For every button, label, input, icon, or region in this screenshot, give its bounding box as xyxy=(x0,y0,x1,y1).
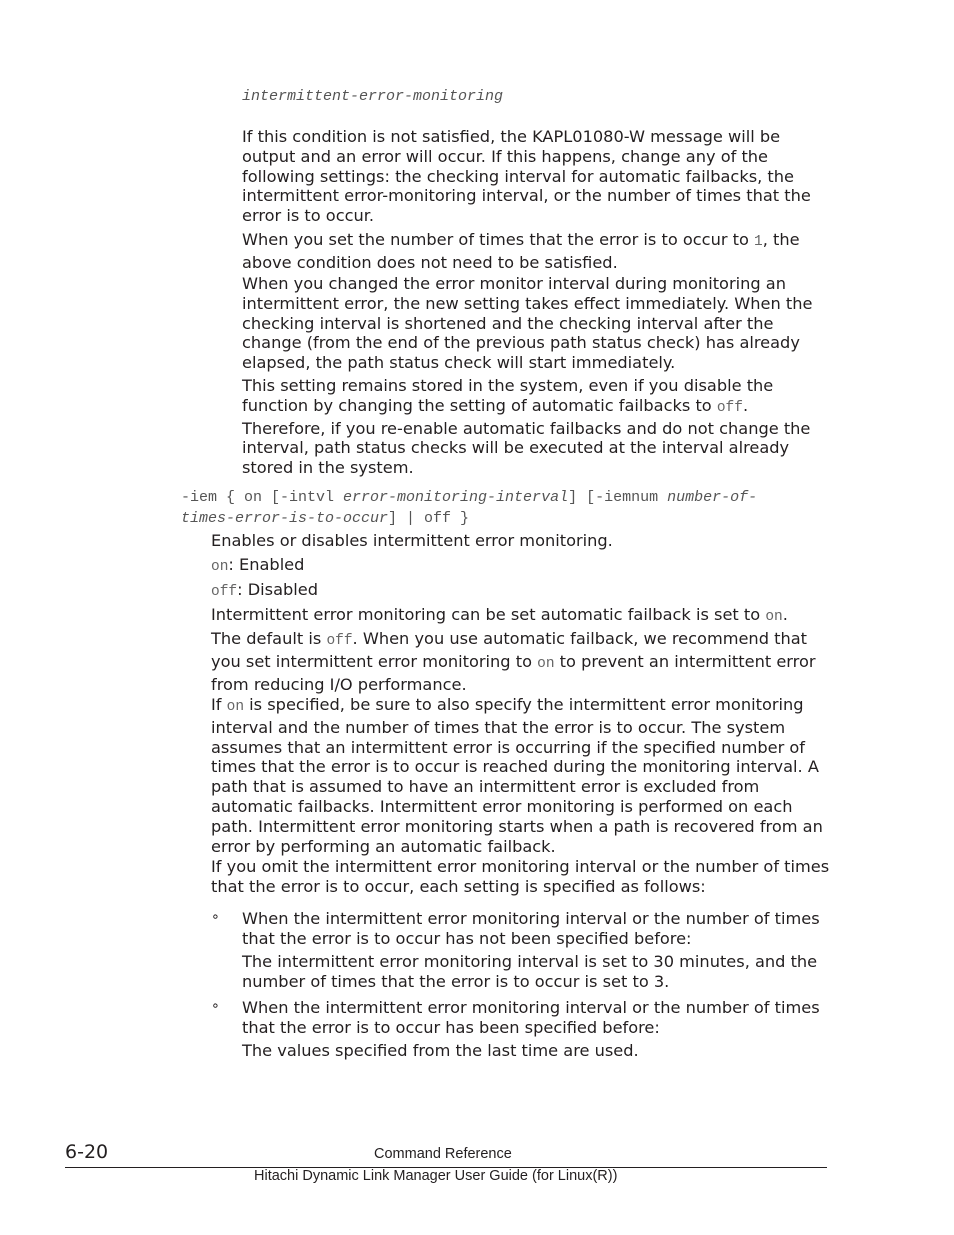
paragraph-if-on xyxy=(211,695,831,856)
footer-document-title: Hitachi Dynamic Link Manager User Guide (for Linux(R)) xyxy=(254,1168,618,1184)
text: : Disabled xyxy=(237,580,319,599)
text: : Enabled xyxy=(228,555,305,574)
paragraph-omit: If you omit the intermittent error monitoring interval or the number of times that the error is to occur, each setting is specified as follows: xyxy=(211,857,830,896)
text: is specified, be sure to also specify the intermittent error monitoring interval and the number of times that the error is to occur. The system assumes that an intermittent error is occurring if the specified number of times that the error is to occur is reached during the monitoring interval. A path that is assumed to have an intermittent error is excluded from automatic failbacks. Intermittent error monitoring is performed on each path. Intermittent error monitoring starts when a path is recovered from an error by performing an automatic failback. xyxy=(211,695,823,856)
command-syntax xyxy=(181,487,821,529)
text: , the above condition does not need to be satisfied. xyxy=(242,230,800,272)
paragraph-interval-changed: When you changed the error monitor interval during monitoring an intermittent error, the new setting takes effect immediately. When the checking interval is shortened and the checking interval after the change (from the end of the previous path status check) has already elapsed, the path status check will start immediately. xyxy=(242,274,813,373)
paragraph-enables: Enables or disables intermittent error monitoring. xyxy=(211,531,613,550)
text: The default is xyxy=(211,629,327,648)
on-definition xyxy=(211,555,831,578)
text: This setting remains stored in the system, even if you disable the function by changing the setting of automatic failbacks to xyxy=(242,376,774,415)
cmd-param: error-monitoring-interval xyxy=(343,489,569,506)
code-term: intermittent-error-monitoring xyxy=(242,88,504,105)
inline-code: on xyxy=(537,655,555,672)
bullet-head: When the intermittent error monitoring interval or the number of times that the error is to occur has been specified before: xyxy=(242,998,820,1037)
off-definition xyxy=(211,580,831,603)
command-line-2 xyxy=(181,508,821,529)
command-line-1 xyxy=(181,487,821,508)
paragraph-set-number xyxy=(242,230,832,273)
text: If xyxy=(211,695,227,714)
text: . Therefore, if you re-enable automatic failbacks and do not change the interval, path status checks will be executed at the interval already stored in the system. xyxy=(242,395,811,478)
bullet-body: The values specified from the last time are used. xyxy=(242,1041,639,1060)
cmd-text: ] [-iemnum xyxy=(568,489,668,506)
paragraph-can-set xyxy=(211,605,831,628)
text: to prevent an intermittent error from reducing I/O performance. xyxy=(211,651,816,694)
page-number: 6-20 xyxy=(65,1141,109,1163)
text: When you set the number of times that the error is to occur to xyxy=(242,230,755,249)
footer-section-title: Command Reference xyxy=(374,1146,512,1162)
inline-code: on xyxy=(765,609,783,625)
inline-code: off xyxy=(211,584,238,600)
cmd-text: ] | off } xyxy=(388,510,470,527)
inline-code: off xyxy=(326,633,353,649)
paragraph-condition: If this condition is not satisfied, the KAPL01080-W message will be output and an error will occur. If this happens, change any of the following settings: the checking interval for automatic failbacks, the intermittent error-monitoring interval, or the number of times that the error is to occur. xyxy=(242,127,811,226)
bullet-body: The intermittent error monitoring interval is set to 30 minutes, and the number of times that the error is to occur is set to 3. xyxy=(242,952,818,991)
inline-code: on xyxy=(211,559,229,575)
inline-code: 1 xyxy=(754,234,763,250)
bullet-head: When the intermittent error monitoring interval or the number of times that the error is to occur has not been specified before: xyxy=(242,909,820,948)
cmd-text: -iem { on [-intvl xyxy=(181,489,344,506)
text: Intermittent error monitoring can be set automatic failback is set to xyxy=(211,605,766,624)
bullet-icon: ∘ xyxy=(211,909,220,925)
bullet-icon: ∘ xyxy=(211,998,220,1014)
paragraph-setting-stored xyxy=(242,376,832,478)
inline-code: on xyxy=(226,699,245,715)
text: . xyxy=(782,605,788,624)
cmd-param: number-of- xyxy=(667,489,758,506)
text: . When you use automatic failback, we recommend that you set intermittent error monitoring to xyxy=(211,629,807,671)
paragraph-default xyxy=(211,629,831,694)
inline-code: off xyxy=(716,399,743,416)
cmd-param: times-error-is-to-occur xyxy=(181,510,389,527)
